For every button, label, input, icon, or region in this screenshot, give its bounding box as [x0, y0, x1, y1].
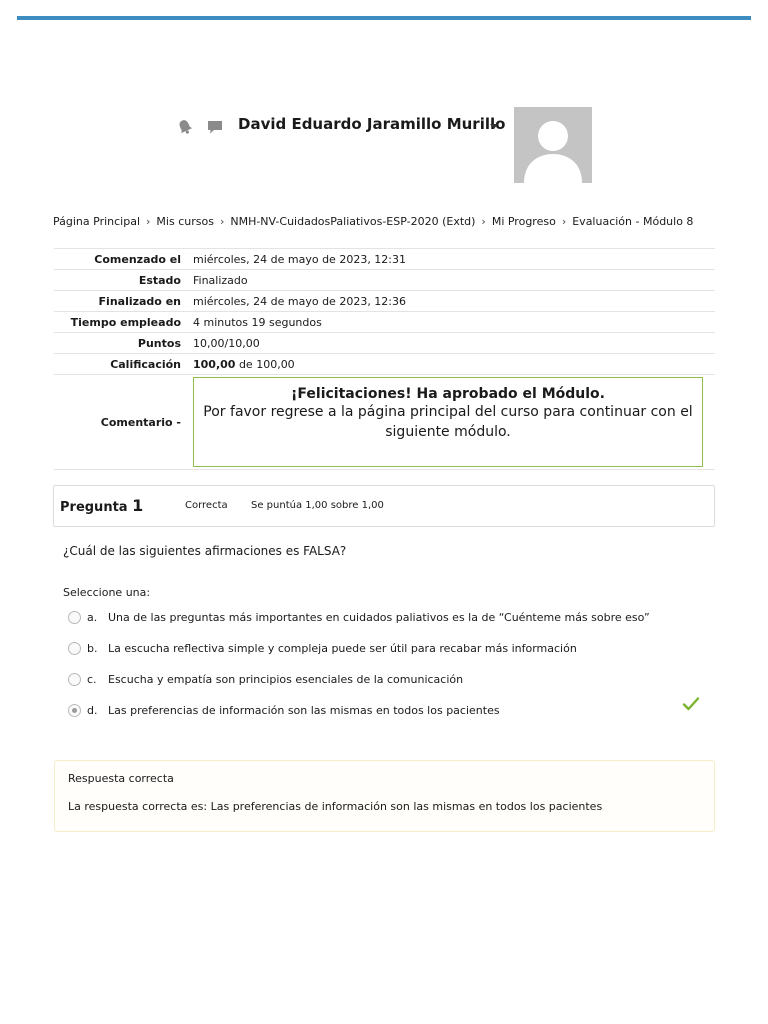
summary-row-started: [54, 249, 715, 270]
question-grade: Se puntúa 1,00 sobre 1,00: [251, 500, 384, 511]
answer-letter: b.: [87, 641, 98, 655]
chevron-right-icon: ›: [561, 215, 567, 228]
summary-row-feedback: [54, 375, 715, 470]
summary-value: Finalizado: [187, 270, 715, 291]
radio-button[interactable]: [68, 673, 81, 686]
answer-text: Escucha y empatía son principios esenciales de la comunicación: [108, 672, 464, 686]
avatar[interactable]: [514, 107, 592, 183]
summary-label: Estado: [54, 270, 187, 291]
summary-value: 10,00/10,00: [187, 333, 715, 354]
question-label: Pregunta: [60, 500, 128, 515]
breadcrumb-item[interactable]: Página Principal: [53, 215, 141, 228]
chevron-right-icon: ›: [481, 215, 486, 228]
summary-label: Tiempo empleado: [54, 312, 187, 333]
summary-value: [187, 375, 715, 470]
summary-row-points: [54, 333, 715, 354]
summary-label: Finalizado en: [54, 291, 187, 312]
answer-option-a[interactable]: [68, 607, 708, 627]
question-text: ¿Cuál de las siguientes afirmaciones es FALSA?: [63, 544, 347, 558]
check-icon: [682, 695, 700, 713]
breadcrumb-item[interactable]: Mis cursos: [156, 215, 214, 228]
answer-option-b[interactable]: [68, 638, 708, 658]
summary-row-grade: [54, 354, 715, 375]
chevron-down-icon[interactable]: [490, 124, 498, 129]
answer-prompt: Seleccione una:: [63, 586, 151, 599]
radio-button-selected[interactable]: [68, 704, 81, 717]
summary-value: miércoles, 24 de mayo de 2023, 12:36: [187, 291, 715, 312]
question-outcome-box: [54, 760, 715, 832]
answer-option-d[interactable]: [68, 700, 708, 720]
grade-max: de 100,00: [235, 357, 295, 371]
answer-text: Una de las preguntas más importantes en cuidados paliativos es la de “Cuénteme más sobre eso”: [108, 610, 650, 624]
breadcrumb: [53, 215, 693, 228]
user-menu-bar: [176, 106, 596, 184]
top-accent-bar: [17, 16, 751, 20]
question-state: Correcta: [185, 500, 228, 511]
feedback-text: Por favor regrese a la página principal del curso para continuar con el siguiente módulo.: [203, 404, 693, 440]
breadcrumb-item[interactable]: Evaluación - Módulo 8: [572, 215, 694, 228]
summary-label: Comentario -: [54, 375, 187, 470]
summary-label: Calificación: [54, 354, 187, 375]
answer-option-c[interactable]: [68, 669, 708, 689]
summary-row-state: [54, 270, 715, 291]
outcome-title: Respuesta correcta: [68, 772, 174, 785]
summary-label: Comenzado el: [54, 249, 187, 270]
chevron-right-icon: ›: [219, 215, 225, 228]
feedback-title: ¡Felicitaciones! Ha aprobado el Módulo.: [291, 386, 605, 402]
summary-label: Puntos: [54, 333, 187, 354]
radio-button[interactable]: [68, 611, 81, 624]
grade-value: 100,00: [193, 357, 236, 371]
correct-answer-text: La respuesta correcta es: Las preferencias de información son las mismas en todos los pacientes: [68, 800, 603, 813]
bell-icon[interactable]: [176, 118, 194, 136]
chat-icon[interactable]: [206, 118, 224, 136]
summary-value: miércoles, 24 de mayo de 2023, 12:31: [187, 249, 715, 270]
answer-text: Las preferencias de información son las mismas en todos los pacientes: [108, 703, 500, 717]
question-title: [60, 496, 143, 515]
chevron-right-icon: ›: [146, 215, 151, 228]
answer-letter: a.: [87, 610, 98, 624]
summary-value: 4 minutos 19 segundos: [187, 312, 715, 333]
summary-row-time: [54, 312, 715, 333]
overall-feedback-box: [193, 377, 703, 467]
breadcrumb-item[interactable]: NMH-NV-CuidadosPaliativos-ESP-2020 (Extd): [230, 215, 476, 228]
breadcrumb-item[interactable]: Mi Progreso: [491, 215, 556, 228]
question-info-header: [53, 485, 715, 527]
question-number: 1: [132, 496, 144, 515]
radio-button[interactable]: [68, 642, 81, 655]
summary-row-finished: [54, 291, 715, 312]
summary-value: [187, 354, 715, 375]
answer-letter: c.: [87, 672, 97, 686]
answer-text: La escucha reflectiva simple y compleja puede ser útil para recabar más información: [108, 641, 577, 655]
attempt-summary-table: [54, 248, 715, 470]
answer-letter: d.: [87, 703, 98, 717]
user-name[interactable]: David Eduardo Jaramillo Murillo: [238, 115, 506, 133]
